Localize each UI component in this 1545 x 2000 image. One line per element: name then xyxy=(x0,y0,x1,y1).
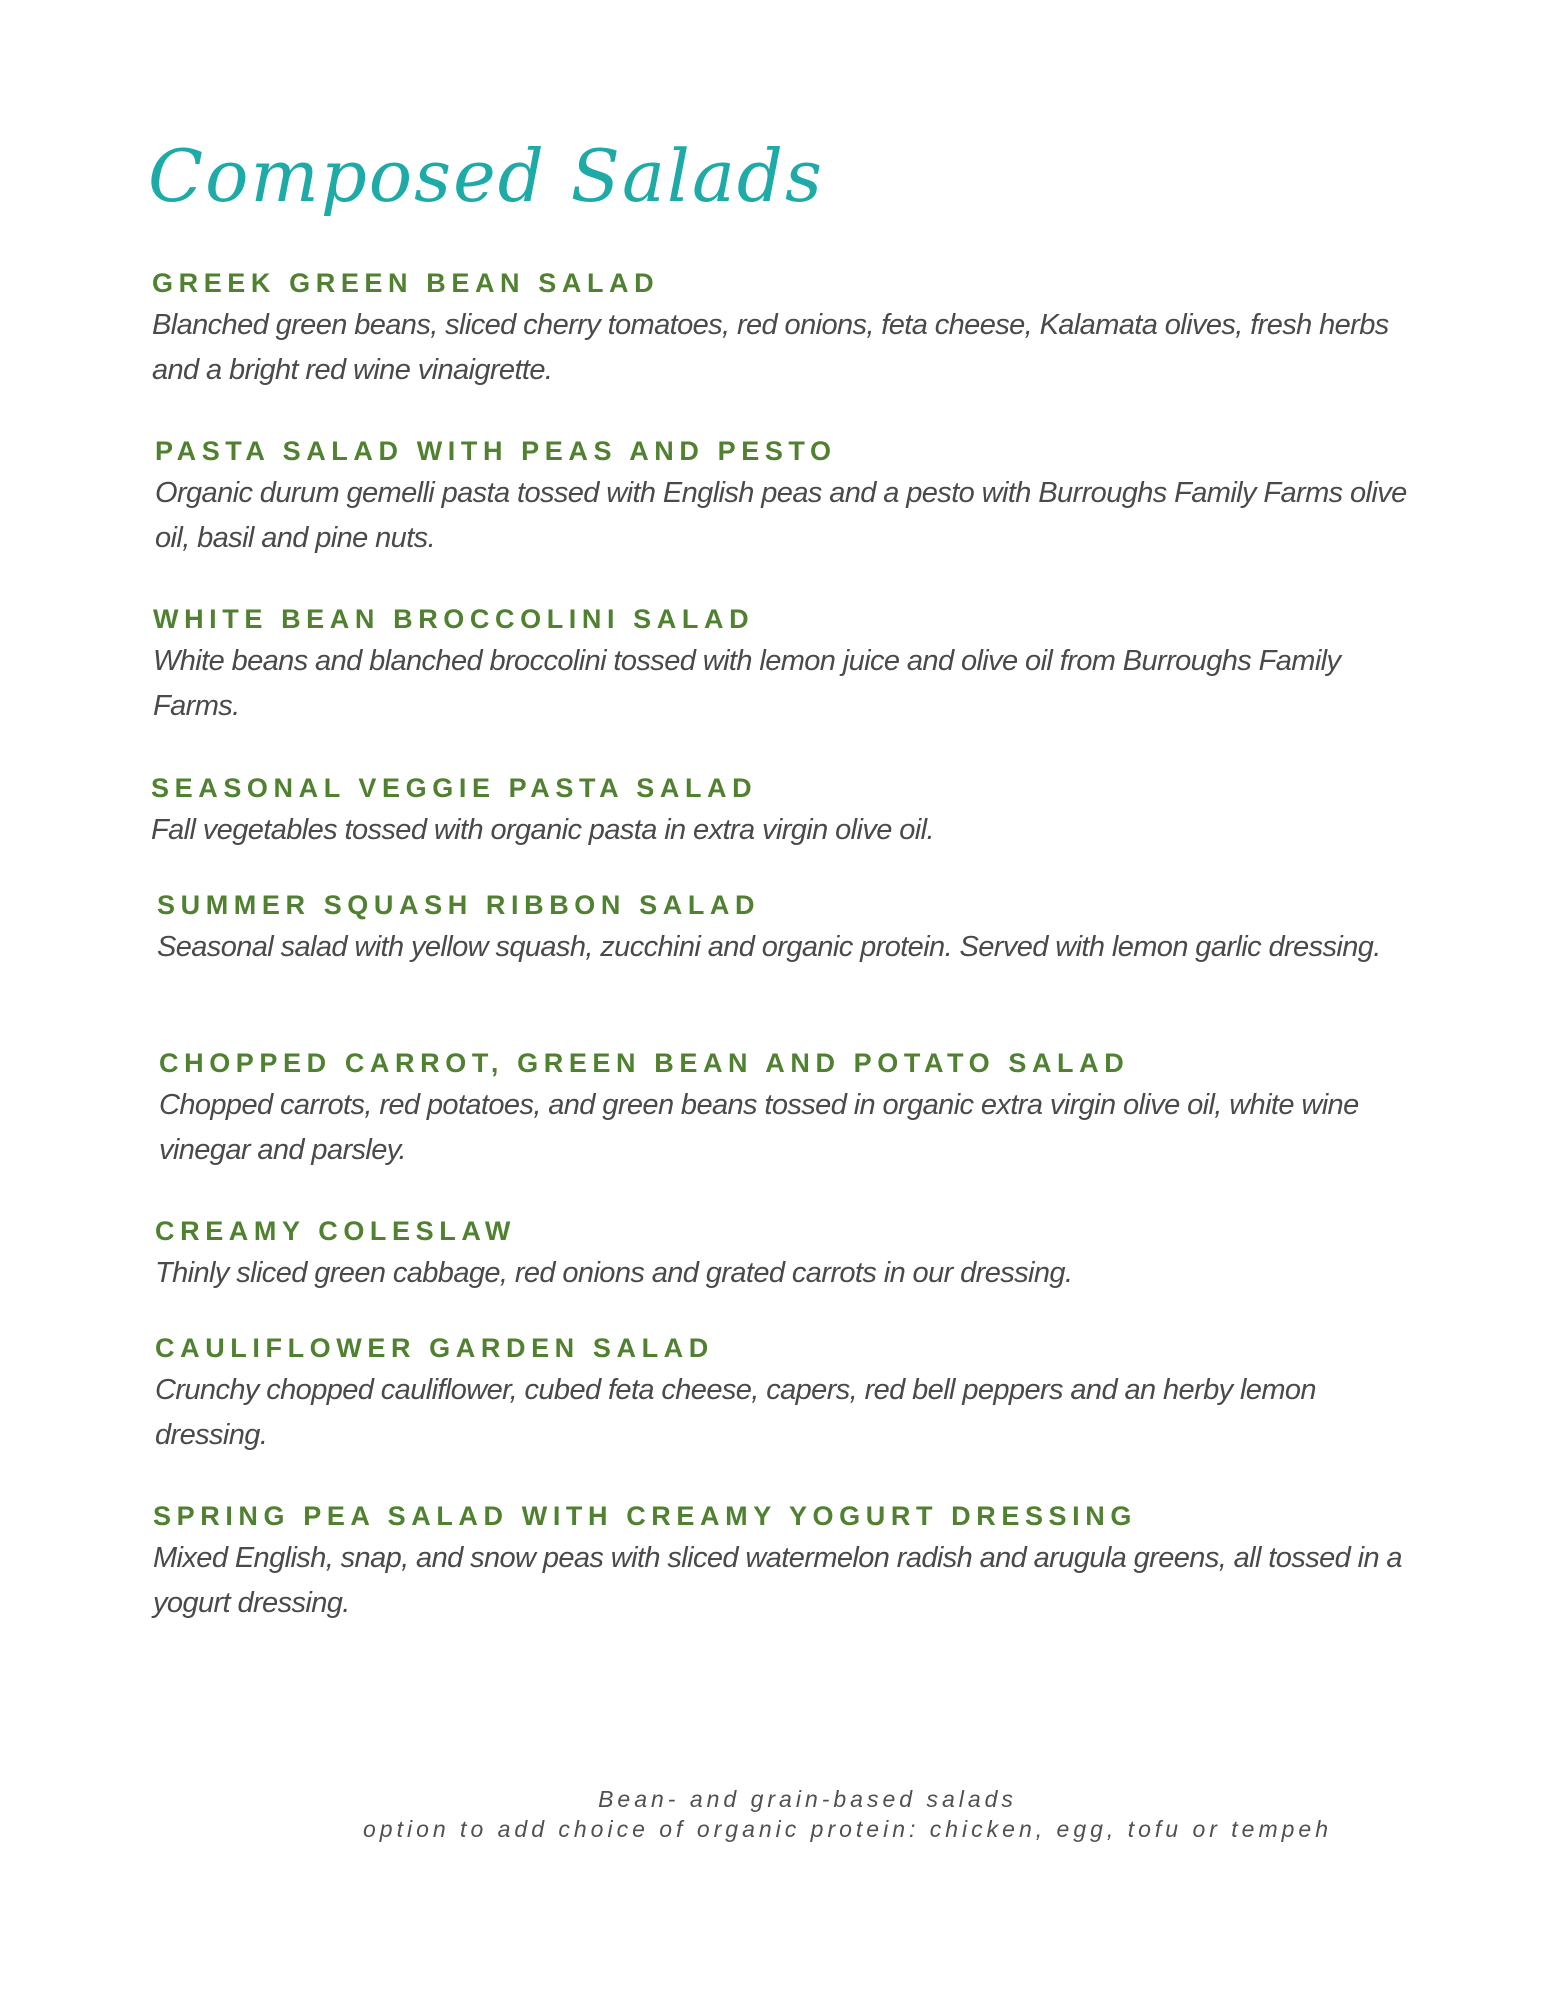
item-description: Fall vegetables tossed with organic pasta in extra virgin olive oil. xyxy=(151,814,934,846)
item-description: Thinly sliced green cabbage, red onions and grated carrots in our dressing. xyxy=(155,1257,1073,1289)
item-name: SUMMER SQUASH RIBBON SALAD xyxy=(157,890,761,920)
item-name: SPRING PEA SALAD WITH CREAMY YOGURT DRESSING xyxy=(153,1501,1137,1531)
item-description: Blanched green beans, sliced cherry tomatoes, red onions, feta cheese, Kalamata olives, fresh herbs and a bright red wine vinaigrette. xyxy=(152,309,1389,386)
menu-item-pasta-salad-with-peas-and-pesto xyxy=(155,434,1415,561)
page-title: Composed Salads xyxy=(148,134,824,218)
item-name: GREEK GREEN BEAN SALAD xyxy=(152,268,660,298)
item-description: Seasonal salad with yellow squash, zucchini and organic protein. Served with lemon garlic dressing. xyxy=(157,931,1381,963)
menu-item-seasonal-veggie-pasta-salad xyxy=(151,771,1411,853)
item-description: Crunchy chopped cauliflower, cubed feta cheese, capers, red bell peppers and an herby lemon dressing. xyxy=(155,1374,1316,1451)
item-description: Chopped carrots, red potatoes, and green beans tossed in organic extra virgin olive oil, white wine vinegar and parsley. xyxy=(159,1089,1359,1166)
item-name: SEASONAL VEGGIE PASTA SALAD xyxy=(151,773,758,803)
menu-item-cauliflower-garden-salad xyxy=(155,1331,1415,1458)
item-description: White beans and blanched broccolini tossed with lemon juice and olive oil from Burroughs Family Farms. xyxy=(153,645,1341,722)
item-name: CHOPPED CARROT, GREEN BEAN AND POTATO SALAD xyxy=(159,1048,1130,1078)
item-description: Organic durum gemelli pasta tossed with English peas and a pesto with Burroughs Family Farms olive oil, basil and pine nuts. xyxy=(155,477,1407,554)
footnote-line-2: option to add choice of organic protein: chicken, egg, tofu or tempeh xyxy=(363,1816,1332,1842)
menu-item-chopped-carrot-green-bean-and-potato-salad xyxy=(159,1046,1419,1173)
menu-item-spring-pea-salad xyxy=(153,1499,1413,1626)
menu-item-summer-squash-ribbon-salad xyxy=(157,888,1417,970)
footnote-line-1: Bean- and grain-based salads xyxy=(598,1786,1017,1812)
footnote xyxy=(0,1784,1545,1844)
item-name: CAULIFLOWER GARDEN SALAD xyxy=(155,1333,714,1363)
menu-item-greek-green-bean-salad xyxy=(152,266,1412,393)
item-name: WHITE BEAN BROCCOLINI SALAD xyxy=(153,604,755,634)
item-name: PASTA SALAD WITH PEAS AND PESTO xyxy=(155,436,837,466)
menu-item-white-bean-broccolini-salad xyxy=(153,602,1413,729)
menu-item-creamy-coleslaw xyxy=(155,1214,1415,1296)
item-name: CREAMY COLESLAW xyxy=(155,1216,517,1246)
item-description: Mixed English, snap, and snow peas with sliced watermelon radish and arugula greens, all tossed in a yogurt dressing. xyxy=(153,1542,1402,1619)
